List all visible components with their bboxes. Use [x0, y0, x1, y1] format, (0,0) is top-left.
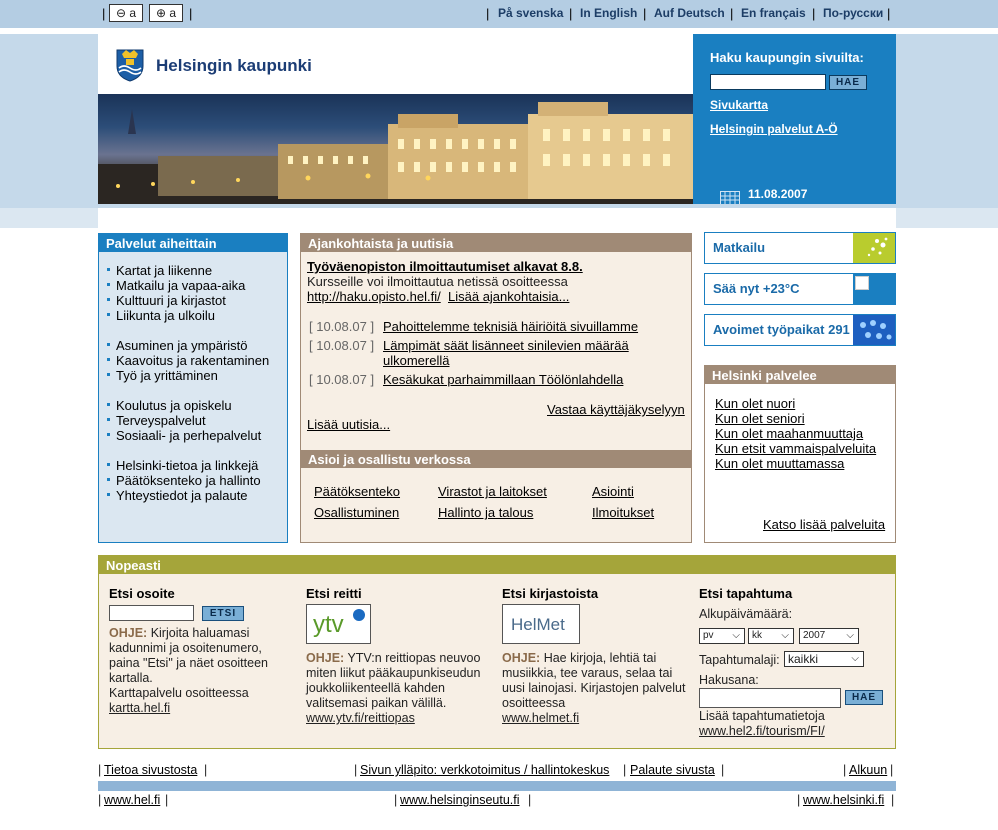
tile-jobs[interactable] [704, 314, 896, 346]
helsinki-serves-title: Helsinki palvelee [705, 366, 895, 384]
services-by-topic-box [98, 233, 288, 543]
bullet [107, 403, 110, 406]
weather-icon [853, 274, 895, 304]
topic-link[interactable] [107, 293, 226, 308]
event-type-value: kaikki [788, 652, 819, 666]
hel-fi-link[interactable]: www.hel.fi [104, 793, 161, 807]
separator: | [887, 6, 891, 21]
chevron-down-icon: ⌵ [851, 653, 859, 664]
topic-link-label[interactable]: Päätöksenteko ja hallinto [116, 473, 261, 488]
bullet [107, 493, 110, 496]
topic-link-label[interactable]: Terveyspalvelut [116, 413, 206, 428]
topic-link-label[interactable]: Asuminen ja ympäristö [116, 338, 248, 353]
route-planner-link[interactable]: www.ytv.fi/reittiopas [306, 711, 415, 725]
serves-link[interactable]: Kun olet seniori [715, 411, 805, 426]
separator: | [569, 6, 573, 21]
separator: | [486, 6, 490, 21]
lang-french-link[interactable]: En français [741, 6, 806, 20]
maintenance-link[interactable]: Sivun ylläpito: verkkotoimitus / hallintokeskus [360, 763, 610, 777]
serves-link[interactable]: Kun olet muuttamassa [715, 456, 845, 471]
zoom-in-icon: ⊕ [155, 6, 167, 20]
zoom-out-icon: ⊖ [115, 6, 127, 20]
more-news-link[interactable]: Lisää uutisia... [307, 417, 391, 432]
participate-link-decisions[interactable]: Päätöksenteko [314, 484, 401, 499]
serves-link[interactable]: Kun olet maahanmuuttaja [715, 426, 864, 441]
route-heading: Etsi reitti [306, 586, 362, 601]
address-map-text: Karttapalvelu osoitteessa [109, 686, 249, 700]
ohje-label: OHJE: [502, 651, 541, 665]
keyword-label: Hakusana: [699, 673, 759, 687]
ohje-label: OHJE: [109, 626, 148, 640]
topic-link-label[interactable]: Liikunta ja ulkoilu [116, 308, 216, 323]
topic-link[interactable] [107, 488, 248, 503]
participate-link-transactions[interactable]: Asiointi [592, 484, 634, 499]
participate-link-admin[interactable]: Hallinto ja talous [438, 505, 534, 520]
separator: | [730, 6, 734, 21]
separator: | [394, 793, 398, 807]
services-by-topic-title: Palvelut aiheittain [99, 234, 287, 252]
news-item-link[interactable]: Pahoittelemme teknisiä häiriöitä sivuillamme [383, 319, 639, 334]
current-date: 11.08.2007 [748, 187, 808, 201]
separator: | [528, 793, 532, 807]
news-box [300, 233, 692, 543]
bullet [107, 433, 110, 436]
topic-link[interactable] [107, 308, 215, 323]
topic-link-label[interactable]: Kartat ja liikenne [116, 263, 213, 278]
chevron-down-icon: ⌵ [781, 630, 789, 641]
year-select-value: 2007 [803, 630, 826, 641]
tourism-events-link[interactable]: www.hel2.fi/tourism/FI/ [699, 724, 825, 738]
lang-swedish-link[interactable]: På svenska [498, 6, 564, 20]
about-site-link[interactable]: Tietoa sivustosta [104, 763, 198, 777]
separator: | [204, 763, 208, 777]
separator: | [797, 793, 801, 807]
to-top-link[interactable]: Alkuun [849, 763, 888, 777]
topic-link[interactable] [107, 368, 218, 383]
separator: | [890, 763, 894, 777]
tile-weather[interactable] [704, 273, 896, 305]
calendar-icon [720, 191, 740, 205]
tile-jobs-label[interactable]: Avoimet työpaikat 291 [713, 322, 850, 337]
topic-link[interactable] [107, 473, 261, 488]
topic-link[interactable] [107, 263, 212, 278]
event-search-button[interactable]: HAE [845, 690, 883, 705]
separator: | [354, 763, 358, 777]
topic-link[interactable] [107, 353, 269, 368]
tourism-icon [853, 233, 895, 263]
event-type-select[interactable] [784, 651, 864, 667]
topic-link-label[interactable]: Yhteystiedot ja palaute [116, 488, 248, 503]
header-bottom-strip [98, 204, 896, 208]
news-date: [ 10.08.07 ] [309, 338, 375, 353]
topic-link[interactable] [107, 428, 261, 443]
ohje-label: OHJE: [306, 651, 345, 665]
news-lead-title[interactable]: Työväenopiston ilmoittautumiset alkavat 8.8. [307, 259, 583, 274]
ytv-logo-icon [353, 609, 365, 621]
quick-box [98, 555, 896, 749]
topic-link-label[interactable]: Sosiaali- ja perhepalvelut [116, 428, 262, 443]
bullet [107, 343, 110, 346]
participate-link-participation[interactable]: Osallistuminen [314, 505, 400, 520]
feedback-link[interactable]: Palaute sivusta [630, 763, 715, 777]
news-lead-text: Kursseille voi ilmoittautua netissä osoitteessa [307, 274, 568, 289]
bullet [107, 463, 110, 466]
participate-link-notices[interactable]: Ilmoitukset [592, 505, 655, 520]
bullet [107, 268, 110, 271]
news-lead-link[interactable]: http://haku.opisto.hel.fi/ [307, 289, 441, 304]
zoom-out-button[interactable]: ⊖ a [109, 4, 143, 22]
city-crest-icon[interactable] [114, 46, 146, 82]
participate-title: Asioi ja osallistu verkossa [301, 450, 691, 468]
chevron-down-icon: ⌵ [846, 630, 854, 641]
helmet-logo-text: HelMet [511, 615, 565, 634]
helmet-logo[interactable] [502, 604, 580, 644]
separator: | [843, 763, 847, 777]
address-help [109, 626, 289, 686]
event-type-label: Tapahtumalaji: [699, 653, 780, 667]
news-item-link[interactable]: Lämpimät säät lisänneet sinilevien määrää ulkomerellä [383, 338, 629, 368]
lang-english-link[interactable]: In English [580, 6, 638, 20]
news-item-link[interactable]: Kesäkukat parhaimmillaan Töölönlahdella [383, 372, 624, 387]
tile-tourism[interactable] [704, 232, 896, 264]
header-side-band [896, 208, 998, 228]
bullet [107, 313, 110, 316]
ytv-logo-text: ytv [313, 611, 344, 638]
site-title[interactable]: Helsingin kaupunki [156, 56, 312, 75]
separator: | [165, 793, 169, 807]
header-side-band [896, 34, 998, 208]
services-az-link[interactable]: Helsingin palvelut A-Ö [710, 122, 838, 136]
news-date: [ 10.08.07 ] [309, 372, 375, 387]
separator: | [721, 763, 725, 777]
topic-link-label[interactable]: Koulutus ja opiskelu [116, 398, 232, 413]
address-help-text: Kirjoita haluamasi kadunnimi ja osoitenumero, paina "Etsi" ja näet osoitteen kartalla. [109, 626, 268, 685]
helsinki-fi-link[interactable]: www.helsinki.fi [803, 793, 885, 807]
separator: | [98, 793, 102, 807]
serves-link[interactable]: Kun etsit vammaispalveluita [715, 441, 877, 456]
separator: | [623, 763, 627, 777]
bullet [107, 298, 110, 301]
divider [0, 28, 998, 29]
address-search-button[interactable]: ETSI [202, 606, 244, 621]
tile-weather-label[interactable]: Sää nyt +23°C [713, 281, 800, 296]
day-select-value: pv [703, 630, 714, 641]
more-events-text: Lisää tapahtumatietoja [699, 709, 825, 723]
topic-link[interactable] [107, 338, 248, 353]
more-current-link[interactable]: Lisää ajankohtaisia... [448, 289, 570, 304]
map-service-link[interactable]: kartta.hel.fi [109, 701, 171, 715]
news-title: Ajankohtaista ja uutisia [301, 234, 691, 252]
participate-link-offices[interactable]: Virastot ja laitokset [438, 484, 547, 499]
logo-area [98, 34, 693, 94]
serves-link[interactable]: Kun olet nuori [715, 396, 796, 411]
search-label: Haku kaupungin sivuilta: [710, 50, 864, 65]
event-heading: Etsi tapahtuma [699, 586, 793, 601]
header-photo [98, 94, 693, 204]
news-date: [ 10.08.07 ] [309, 319, 375, 334]
separator: | [102, 6, 106, 21]
library-heading: Etsi kirjastoista [502, 586, 599, 601]
footer-bar [98, 781, 896, 791]
quick-title: Nopeasti [99, 556, 895, 574]
bullet [107, 373, 110, 376]
date-bar [693, 182, 896, 204]
separator: | [812, 6, 816, 21]
helsinginseutu-link[interactable]: www.helsinginseutu.fi [400, 793, 520, 807]
bullet [107, 283, 110, 286]
address-input[interactable] [109, 605, 194, 621]
sitemap-link[interactable]: Sivukartta [710, 98, 769, 112]
bullet [107, 358, 110, 361]
year-select[interactable] [799, 628, 859, 644]
separator: | [189, 6, 193, 21]
route-help-text: YTV:n reittiopas neuvoo miten liikut pääkaupunkiseudun joukkoliikenteellä kahden valitsemasi paikan välillä. [306, 651, 481, 710]
helmet-link[interactable]: www.helmet.fi [502, 711, 580, 725]
start-date-label: Alkupäivämäärä: [699, 607, 793, 621]
search-button[interactable]: HAE [829, 75, 867, 90]
day-select[interactable] [699, 628, 745, 644]
helsinki-serves-box [704, 365, 896, 543]
separator: | [891, 793, 895, 807]
search-input[interactable] [710, 74, 826, 90]
user-survey-link[interactable]: Vastaa käyttäjäkyselyyn [547, 402, 685, 417]
topic-link-label[interactable]: Kulttuuri ja kirjastot [116, 293, 226, 308]
zoom-in-button[interactable]: ⊕ a [149, 4, 183, 22]
chevron-down-icon: ⌵ [732, 630, 740, 641]
route-help [306, 651, 491, 711]
more-services-link[interactable]: Katso lisää palveluita [763, 517, 886, 532]
jobs-icon [853, 315, 895, 345]
separator: | [98, 763, 102, 777]
topic-link[interactable] [107, 278, 245, 293]
topic-link-label[interactable]: Helsinki-tietoa ja linkkejä [116, 458, 259, 473]
keyword-input[interactable] [699, 688, 841, 708]
address-heading: Etsi osoite [109, 586, 175, 601]
bullet [107, 478, 110, 481]
separator: | [643, 6, 647, 21]
topic-link[interactable] [107, 458, 258, 473]
lang-german-link[interactable]: Auf Deutsch [654, 6, 725, 20]
header-side-band [0, 34, 98, 208]
ytv-logo[interactable] [306, 604, 371, 644]
topic-link-label[interactable]: Työ ja yrittäminen [116, 368, 218, 383]
topic-link[interactable] [107, 398, 232, 413]
bullet [107, 418, 110, 421]
month-select[interactable] [748, 628, 794, 644]
topic-link-label[interactable]: Kaavoitus ja rakentaminen [116, 353, 270, 368]
lang-russian-link[interactable]: По-русски [823, 6, 884, 20]
tile-tourism-label[interactable]: Matkailu [713, 240, 766, 255]
search-panel [693, 34, 896, 204]
library-help-text: Hae kirjoja, lehtiä tai musiikkia, tee varaus, selaa tai uusi lainojasi. Kirjastojen palvelut osoitteessa [502, 651, 686, 710]
month-select-value: kk [752, 630, 762, 641]
topic-link-label[interactable]: Matkailu ja vapaa-aika [116, 278, 246, 293]
header-side-band [0, 208, 98, 228]
topic-link[interactable] [107, 413, 206, 428]
library-help [502, 651, 687, 711]
